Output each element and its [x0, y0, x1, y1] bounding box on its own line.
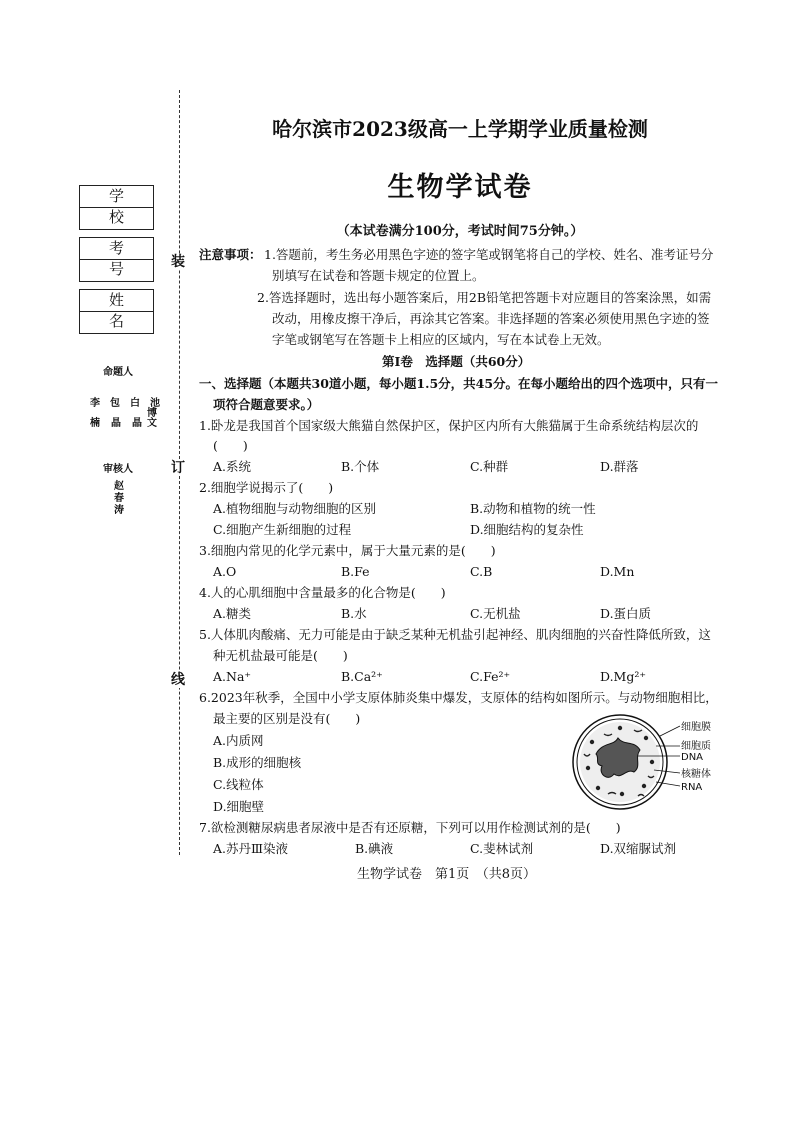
reviewer-char: 赵 — [114, 481, 124, 492]
setter-name: 楠 — [90, 418, 100, 429]
label-dna: DNA — [681, 752, 704, 763]
ribosome — [620, 792, 624, 796]
q7-option-a[interactable]: A.苏丹Ⅲ染液 — [213, 841, 289, 856]
q3-stem: 3.细胞内常见的化学元素中，属于大量元素的是( ) — [199, 543, 496, 558]
q7-stem: 7.欲检测糖尿病患者尿液中是否有还原糖，下列可以用作检测试剂的是( ) — [199, 820, 621, 835]
q1-stem-line-2: ( ) — [213, 438, 248, 453]
ribosome — [596, 786, 600, 790]
q3-option-c[interactable]: C.B — [470, 564, 493, 579]
q3-option-a[interactable]: A.O — [213, 564, 237, 579]
q5-option-d[interactable]: D.Mg²⁺ — [600, 669, 646, 684]
q7-option-c[interactable]: C.斐林试剂 — [470, 841, 534, 856]
note-1-line-1: 1.答题前，考生务必用黑色字迹的签字笔或钢笔将自己的学校、姓名、准考证号分 — [264, 247, 714, 262]
q1-option-a[interactable]: A.系统 — [213, 459, 252, 474]
setter-name: 白 — [130, 398, 140, 409]
q6-option-b[interactable]: B.成形的细胞核 — [213, 755, 302, 770]
q5-option-a[interactable]: A.Na⁺ — [213, 669, 251, 684]
paper-title: 生物学试卷 — [387, 172, 533, 203]
q7-option-d[interactable]: D.双缩脲试剂 — [600, 841, 677, 856]
notes-label: 注意事项： — [199, 247, 262, 262]
setters-row2 — [90, 414, 142, 429]
note-2-line-1: 2.答选择题时，选出每小题答案后，用2B铅笔把答题卡对应题目的答案涂黑，如需 — [257, 290, 712, 305]
q2-option-c[interactable]: C.细胞产生新细胞的过程 — [213, 522, 352, 537]
setter-name: 李 — [90, 398, 100, 409]
q1-option-c[interactable]: C.种群 — [470, 459, 509, 474]
q4-option-a[interactable]: A.糖类 — [213, 606, 252, 621]
q2-option-d[interactable]: D.细胞结构的复杂性 — [470, 522, 584, 537]
q6-option-d[interactable]: D.细胞壁 — [213, 799, 265, 814]
label-rna: RNA — [681, 782, 703, 793]
setter-title: 命题人 — [103, 367, 133, 378]
ribosome — [642, 784, 646, 788]
school-box — [79, 185, 160, 230]
setter-name: 包 — [110, 398, 120, 409]
mycoplasma-figure — [568, 712, 728, 812]
exam-no-box — [79, 237, 160, 282]
binding-char-ding: 订 — [171, 460, 185, 476]
section-intro-line-2: 项符合题意要求。） — [213, 397, 320, 412]
q5-option-c[interactable]: C.Fe²⁺ — [470, 669, 511, 684]
ribosome — [644, 736, 648, 740]
label-cytoplasm: 细胞质 — [681, 741, 711, 752]
reviewer-names — [114, 481, 126, 517]
q3-option-b[interactable]: B.Fe — [341, 564, 370, 579]
section-intro-line-1: 一、选择题（本题共30道小题，每小题1.5分，共45分。在每小题给出的四个选项中，只有一 — [199, 376, 719, 391]
q4-option-d[interactable]: D.蛋白质 — [600, 606, 652, 621]
setter-name: 池 — [150, 398, 160, 409]
q1-option-d[interactable]: D.群落 — [600, 459, 639, 474]
q5-stem-line-1: 5.人体肌肉酸痛、无力可能是由于缺乏某种无机盐引起神经、肌肉细胞的兴奋性降低所致，这 — [199, 627, 711, 642]
q5-option-b[interactable]: B.Ca²⁺ — [341, 669, 383, 684]
reviewer-char: 春 — [114, 493, 124, 504]
ribosome — [590, 740, 594, 744]
note-1-line-2: 别填写在试卷和答题卡规定的位置上。 — [272, 268, 485, 283]
q4-option-b[interactable]: B.水 — [341, 606, 367, 621]
setter-name: 文 — [147, 418, 157, 429]
school-label: 学 校 — [80, 186, 153, 208]
reviewer-char: 涛 — [114, 505, 124, 516]
q6-option-c[interactable]: C.线粒体 — [213, 777, 264, 792]
q1-option-b[interactable]: B.个体 — [341, 459, 380, 474]
page-footer: 生物学试卷 第1页 （共8页） — [357, 867, 537, 882]
binding-char-zhuang: 装 — [171, 254, 185, 270]
reviewer-title: 审核人 — [103, 464, 133, 475]
note-2-line-2: 改动，用橡皮擦干净后，再涂其它答案。非选择题的答案必须使用黑色字迹的签 — [272, 311, 710, 326]
leader-line — [656, 782, 680, 786]
q1-stem-line-1: 1.卧龙是我国首个国家级大熊猫自然保护区，保护区内所有大熊猫属于生命系统结构层次的 — [199, 418, 699, 433]
q6-stem-line-1: 6.2023年秋季，全国中小学支原体肺炎集中爆发，支原体的结构如图所示。与动物细胞相比， — [199, 690, 718, 705]
q2-option-a[interactable]: A.植物细胞与动物细胞的区别 — [213, 501, 377, 516]
ribosome — [586, 766, 590, 770]
q4-option-c[interactable]: C.无机盐 — [470, 606, 521, 621]
name-box — [79, 289, 160, 334]
q4-stem: 4.人的心肌细胞中含量最多的化合物是( ) — [199, 585, 446, 600]
binding-char-xian: 线 — [171, 672, 185, 688]
name-label: 姓 名 — [80, 290, 153, 312]
label-ribosome: 核糖体 — [681, 769, 711, 780]
exam-no-label: 考 号 — [80, 238, 153, 260]
exam-title: 哈尔滨市2023级高一上学期学业质量检测 — [272, 117, 648, 141]
q3-option-d[interactable]: D.Mn — [600, 564, 635, 579]
q2-option-b[interactable]: B.动物和植物的统一性 — [470, 501, 596, 516]
note-2-line-3: 字笔或钢笔写在答题卡上相应的区域内，写在本试卷上无效。 — [272, 332, 610, 347]
setter-name: 博 — [147, 408, 157, 419]
q5-stem-line-2: 种无机盐最可能是( ) — [213, 648, 348, 663]
ribosome — [618, 726, 622, 730]
leader-line — [660, 726, 680, 736]
setter-name: 晶 — [111, 418, 121, 429]
label-cell-membrane: 细胞膜 — [681, 722, 711, 733]
setter-name: 晶 — [132, 418, 142, 429]
ribosome — [650, 760, 654, 764]
q6-option-a[interactable]: A.内质网 — [213, 733, 264, 748]
section-title: 第Ⅰ卷 选择题（共60分） — [382, 354, 531, 369]
q7-option-b[interactable]: B.碘液 — [355, 841, 394, 856]
q2-stem: 2.细胞学说揭示了( ) — [199, 480, 334, 495]
q6-stem-line-2: 最主要的区别是没有( ) — [213, 711, 361, 726]
exam-info: （本试卷满分100分，考试时间75分钟。） — [336, 224, 584, 239]
